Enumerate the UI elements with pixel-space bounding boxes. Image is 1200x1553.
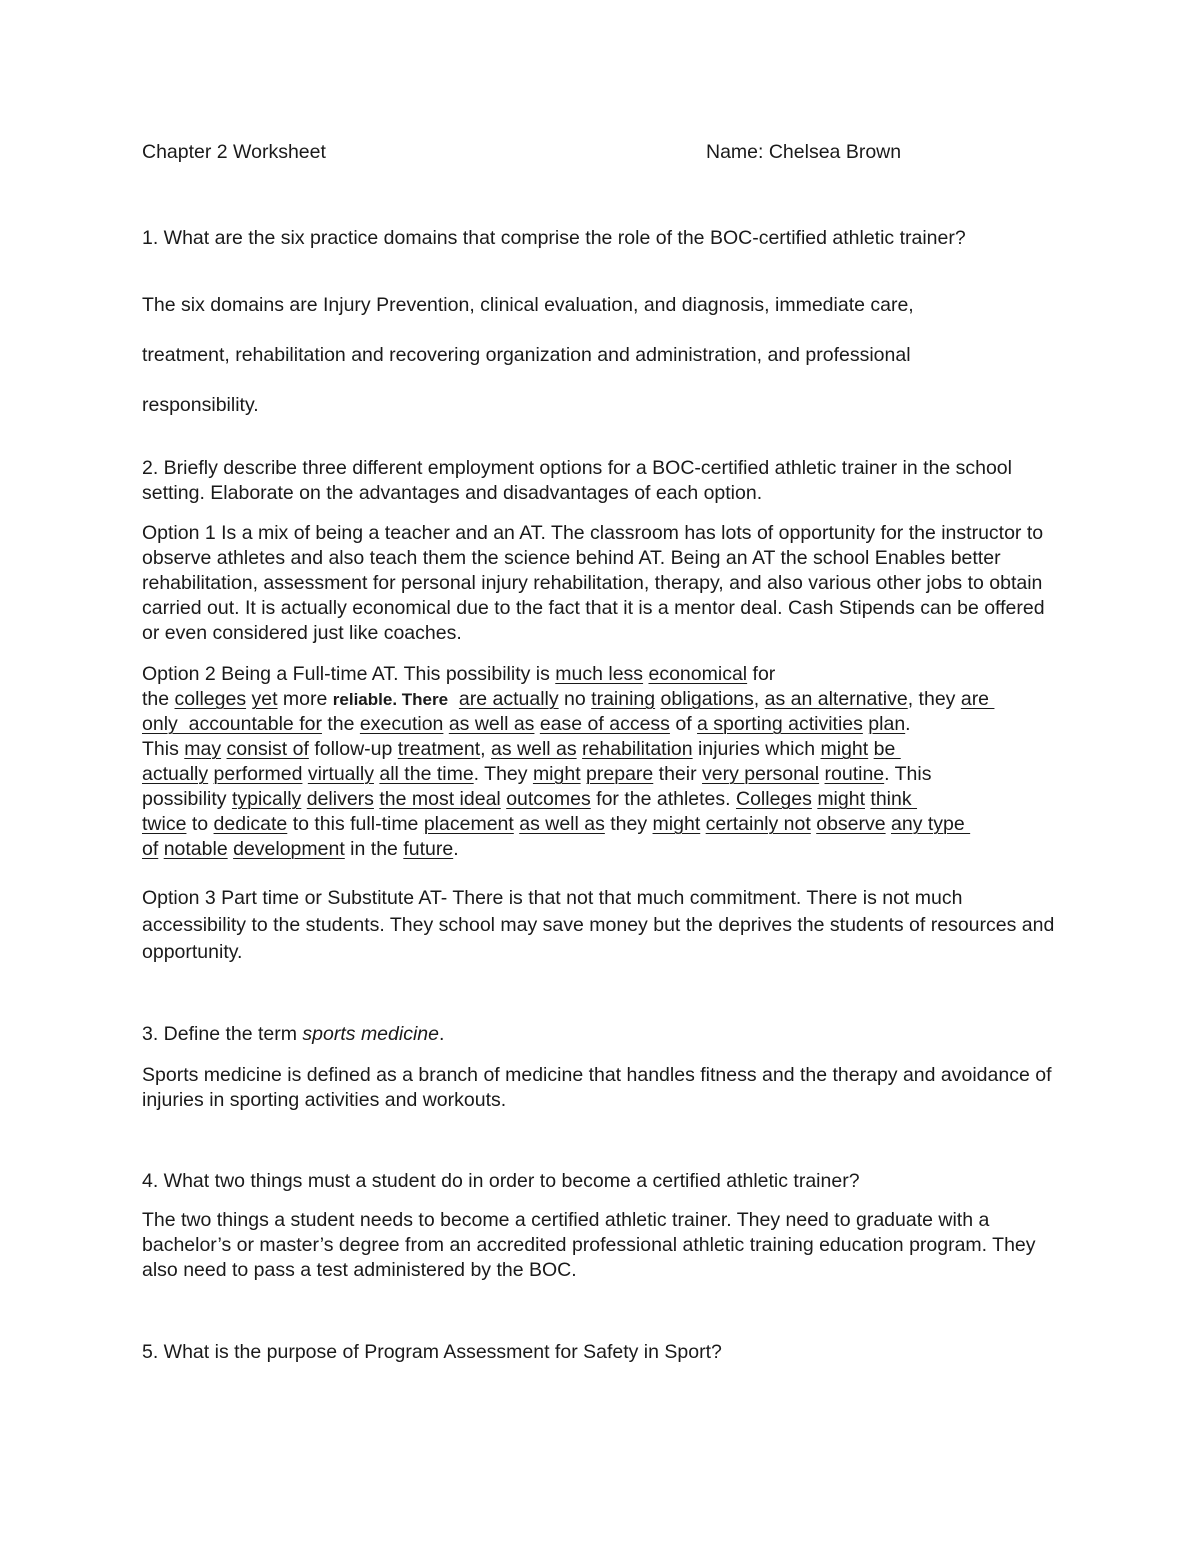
question-5: 5. What is the purpose of Program Assessment for Safety in Sport? — [142, 1341, 722, 1363]
term-sports-medicine: sports medicine — [302, 1023, 439, 1045]
option-2-line: Option 2 Being a Full-time AT. This possibility is much less economical for — [142, 663, 776, 685]
question-2: 2. Briefly describe three different employment options for a BOC-certified athletic trainer in the school setting. Elaborate on the advantages and disadvantages of each option. — [142, 457, 1012, 504]
answer-2-option-1: Option 1 Is a mix of being a teacher and an AT. The classroom has lots of opportunity for the instructor to observe athletes and also teach them the science behind AT. Being an AT the school Enables better rehabilitation, assessment for personal injury rehabilitation, therapy, and also various other jobs to obtain carried out. It is actually economical due to the fact that it is a mentor deal. Cash Stipends can be offered or even considered just like coaches. — [142, 522, 1045, 644]
question-1: 1. What are the six practice domains that comprise the role of the BOC-certified athletic trainer? — [142, 227, 966, 249]
answer-2-option-2 — [142, 662, 1062, 862]
student-name: Name: Chelsea Brown — [706, 141, 902, 163]
answer-3: Sports medicine is defined as a branch of medicine that handles fitness and the therapy and avoidance of injuries in sporting activities and workouts. — [142, 1064, 1052, 1111]
question-3: 3. Define the term sports medicine. — [142, 1023, 445, 1045]
answer-2-option-3: Option 3 Part time or Substitute AT- There is that not that much commitment. There is not much accessibility to the students. They school may save money but the deprives the students of resources and opportunity. — [142, 887, 1055, 963]
answer-1-line-1: The six domains are Injury Prevention, clinical evaluation, and diagnosis, immediate care, — [142, 294, 914, 316]
answer-4: The two things a student needs to become a certified athletic trainer. They need to graduate with a bachelor’s or master’s degree from an accredited professional athletic training education program. They also need to pass a test administered by the BOC. — [142, 1209, 1036, 1281]
option-2-line: only accountable for the execution as well as ease of access of a sporting activities plan. — [142, 713, 911, 735]
answer-1-line-3: responsibility. — [142, 394, 259, 416]
option-2-line: twice to dedicate to this full-time placement as well as they might certainly not observe any type — [142, 813, 971, 835]
question-4: 4. What two things must a student do in order to become a certified athletic trainer? — [142, 1170, 860, 1192]
option-2-line: the colleges yet more reliable. There are actually no training obligations, as an alternative, they are — [142, 688, 995, 710]
worksheet-title: Chapter 2 Worksheet — [142, 141, 326, 163]
answer-1 — [142, 280, 1062, 430]
option-2-line: actually performed virtually all the time. They might prepare their very personal routine. This — [142, 763, 932, 785]
option-2-line: possibility typically delivers the most ideal outcomes for the athletes. Colleges might think — [142, 788, 918, 810]
option-2-line: of notable development in the future. — [142, 838, 459, 860]
header — [142, 141, 1062, 167]
answer-1-line-2: treatment, rehabilitation and recovering organization and administration, and professional — [142, 344, 911, 366]
option-2-line: This may consist of follow-up treatment, as well as rehabilitation injuries which might be — [142, 738, 901, 760]
